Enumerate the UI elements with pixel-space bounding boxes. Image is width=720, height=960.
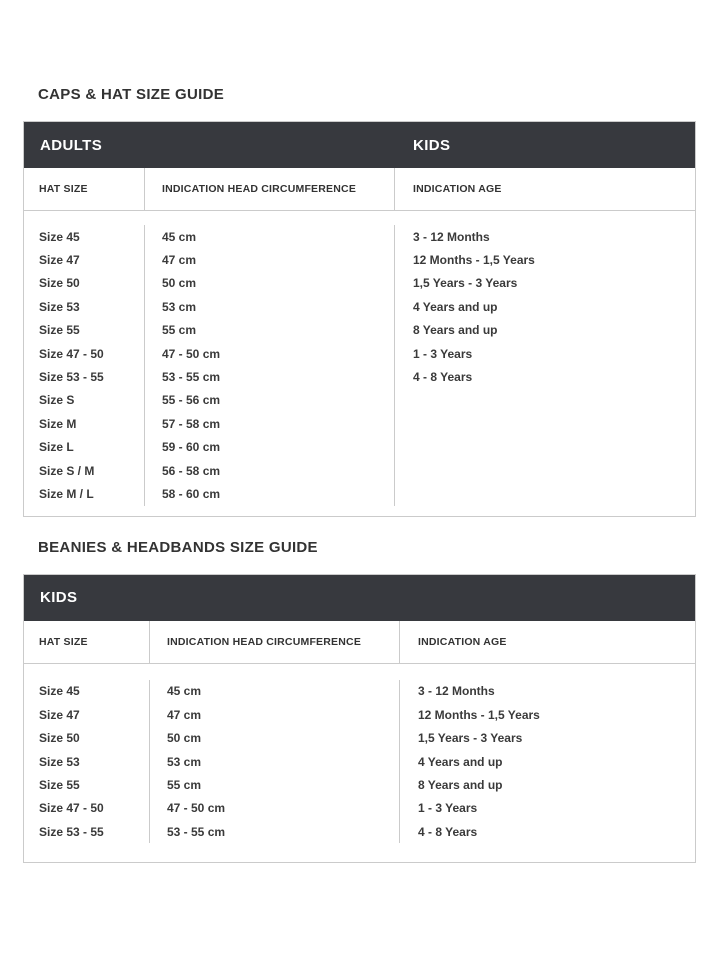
hat-size-cell: Size 47 (24, 703, 150, 726)
age-cell: 1 - 3 Years (418, 801, 478, 816)
group-header-kids: KIDS (413, 136, 451, 154)
hat-size-cell: Size 53 - 55 (24, 820, 150, 843)
head-circumference-cell: 47 - 50 cm (145, 342, 395, 365)
head-circumference-cell: 50 cm (145, 272, 395, 295)
head-circumference-cell: 56 - 58 cm (145, 459, 395, 482)
age-cell: 4 Years and up (413, 299, 498, 314)
hat-size-cell: Size L (24, 436, 145, 459)
age-cell: 4 - 8 Years (418, 824, 478, 839)
column-header-hat-size: HAT SIZE (24, 621, 150, 663)
table-row (24, 342, 695, 365)
table-row (24, 389, 695, 412)
age-cell: 1,5 Years - 3 Years (418, 731, 523, 746)
hat-size-cell: Size 53 - 55 (24, 365, 145, 388)
hat-size-cell: Size S (24, 389, 145, 412)
table-row (24, 365, 695, 388)
head-circumference-cell: 55 cm (145, 319, 395, 342)
hat-size-cell: Size 45 (24, 680, 150, 703)
age-cell (395, 389, 695, 412)
age-cell: 3 - 12 Months (413, 229, 490, 244)
hat-size-cell: Size 50 (24, 726, 150, 749)
head-circumference-cell: 53 - 55 cm (145, 365, 395, 388)
age-cell: 3 - 12 Months (418, 684, 495, 699)
head-circumference-cell: 47 - 50 cm (150, 797, 400, 820)
head-circumference-cell: 47 cm (150, 703, 400, 726)
hat-size-cell: Size M (24, 412, 145, 435)
group-header-adults: ADULTS (40, 136, 103, 154)
column-header-indication-age: INDICATION AGE (413, 183, 502, 195)
age-cell: 1 - 3 Years (413, 346, 473, 361)
table-row (24, 773, 695, 796)
table-row (24, 459, 695, 482)
column-header-row (24, 621, 695, 664)
table-row (24, 726, 695, 749)
column-header-hat-size: HAT SIZE (24, 168, 145, 210)
age-cell: 4 - 8 Years (413, 370, 473, 385)
hat-size-cell: Size 47 (24, 248, 145, 271)
head-circumference-cell: 47 cm (145, 248, 395, 271)
head-circumference-cell: 50 cm (150, 726, 400, 749)
table-row (24, 295, 695, 318)
beanies-headbands-section (0, 517, 720, 864)
head-circumference-cell: 45 cm (150, 680, 400, 703)
hat-size-cell: Size 47 - 50 (24, 342, 145, 365)
hat-size-cell: Size 47 - 50 (24, 797, 150, 820)
head-circumference-cell: 53 cm (150, 750, 400, 773)
column-header-indication-age: INDICATION AGE (418, 635, 507, 648)
table-row (24, 750, 695, 773)
hat-size-cell: Size S / M (24, 459, 145, 482)
table-row (24, 797, 695, 820)
table-row (24, 820, 695, 843)
age-cell: 1,5 Years - 3 Years (413, 276, 518, 291)
age-cell (395, 459, 695, 482)
head-circumference-cell: 59 - 60 cm (145, 436, 395, 459)
hat-size-cell: Size 53 (24, 295, 145, 318)
hat-size-cell: Size 53 (24, 750, 150, 773)
head-circumference-cell: 58 - 60 cm (145, 482, 395, 505)
column-header-head-circumference: INDICATION HEAD CIRCUMFERENCE (145, 168, 395, 210)
table-row (24, 248, 695, 271)
head-circumference-cell: 57 - 58 cm (145, 412, 395, 435)
age-cell (395, 436, 695, 459)
hat-size-cell: Size M / L (24, 482, 145, 505)
group-header-kids: KIDS (40, 589, 78, 607)
age-cell: 12 Months - 1,5 Years (418, 707, 540, 722)
age-cell: 8 Years and up (413, 323, 498, 338)
table-row (24, 225, 695, 248)
section-title-caps-hat: CAPS & HAT SIZE GUIDE (38, 86, 225, 103)
caps-hat-size-table (23, 121, 696, 517)
table-row (24, 703, 695, 726)
table-row (24, 272, 695, 295)
column-header-row (24, 168, 695, 211)
group-header-bar (24, 575, 695, 621)
table-body (24, 211, 695, 516)
column-header-head-circumference: INDICATION HEAD CIRCUMFERENCE (150, 621, 400, 663)
table-row (24, 680, 695, 703)
age-cell (395, 482, 695, 505)
beanies-headbands-size-table (23, 574, 696, 864)
group-header-bar (24, 122, 695, 168)
head-circumference-cell: 55 cm (150, 773, 400, 796)
table-row (24, 482, 695, 505)
age-cell: 8 Years and up (418, 777, 503, 792)
hat-size-cell: Size 45 (24, 225, 145, 248)
table-body (24, 664, 695, 863)
head-circumference-cell: 53 - 55 cm (150, 820, 400, 843)
head-circumference-cell: 55 - 56 cm (145, 389, 395, 412)
section-title-beanies-headbands: BEANIES & HEADBANDS SIZE GUIDE (38, 538, 318, 556)
head-circumference-cell: 45 cm (145, 225, 395, 248)
age-cell: 4 Years and up (418, 754, 503, 769)
head-circumference-cell: 53 cm (145, 295, 395, 318)
age-cell: 12 Months - 1,5 Years (413, 253, 535, 268)
hat-size-cell: Size 55 (24, 773, 150, 796)
hat-size-cell: Size 55 (24, 319, 145, 342)
age-cell (395, 412, 695, 435)
table-row (24, 319, 695, 342)
hat-size-cell: Size 50 (24, 272, 145, 295)
table-row (24, 412, 695, 435)
table-row (24, 436, 695, 459)
